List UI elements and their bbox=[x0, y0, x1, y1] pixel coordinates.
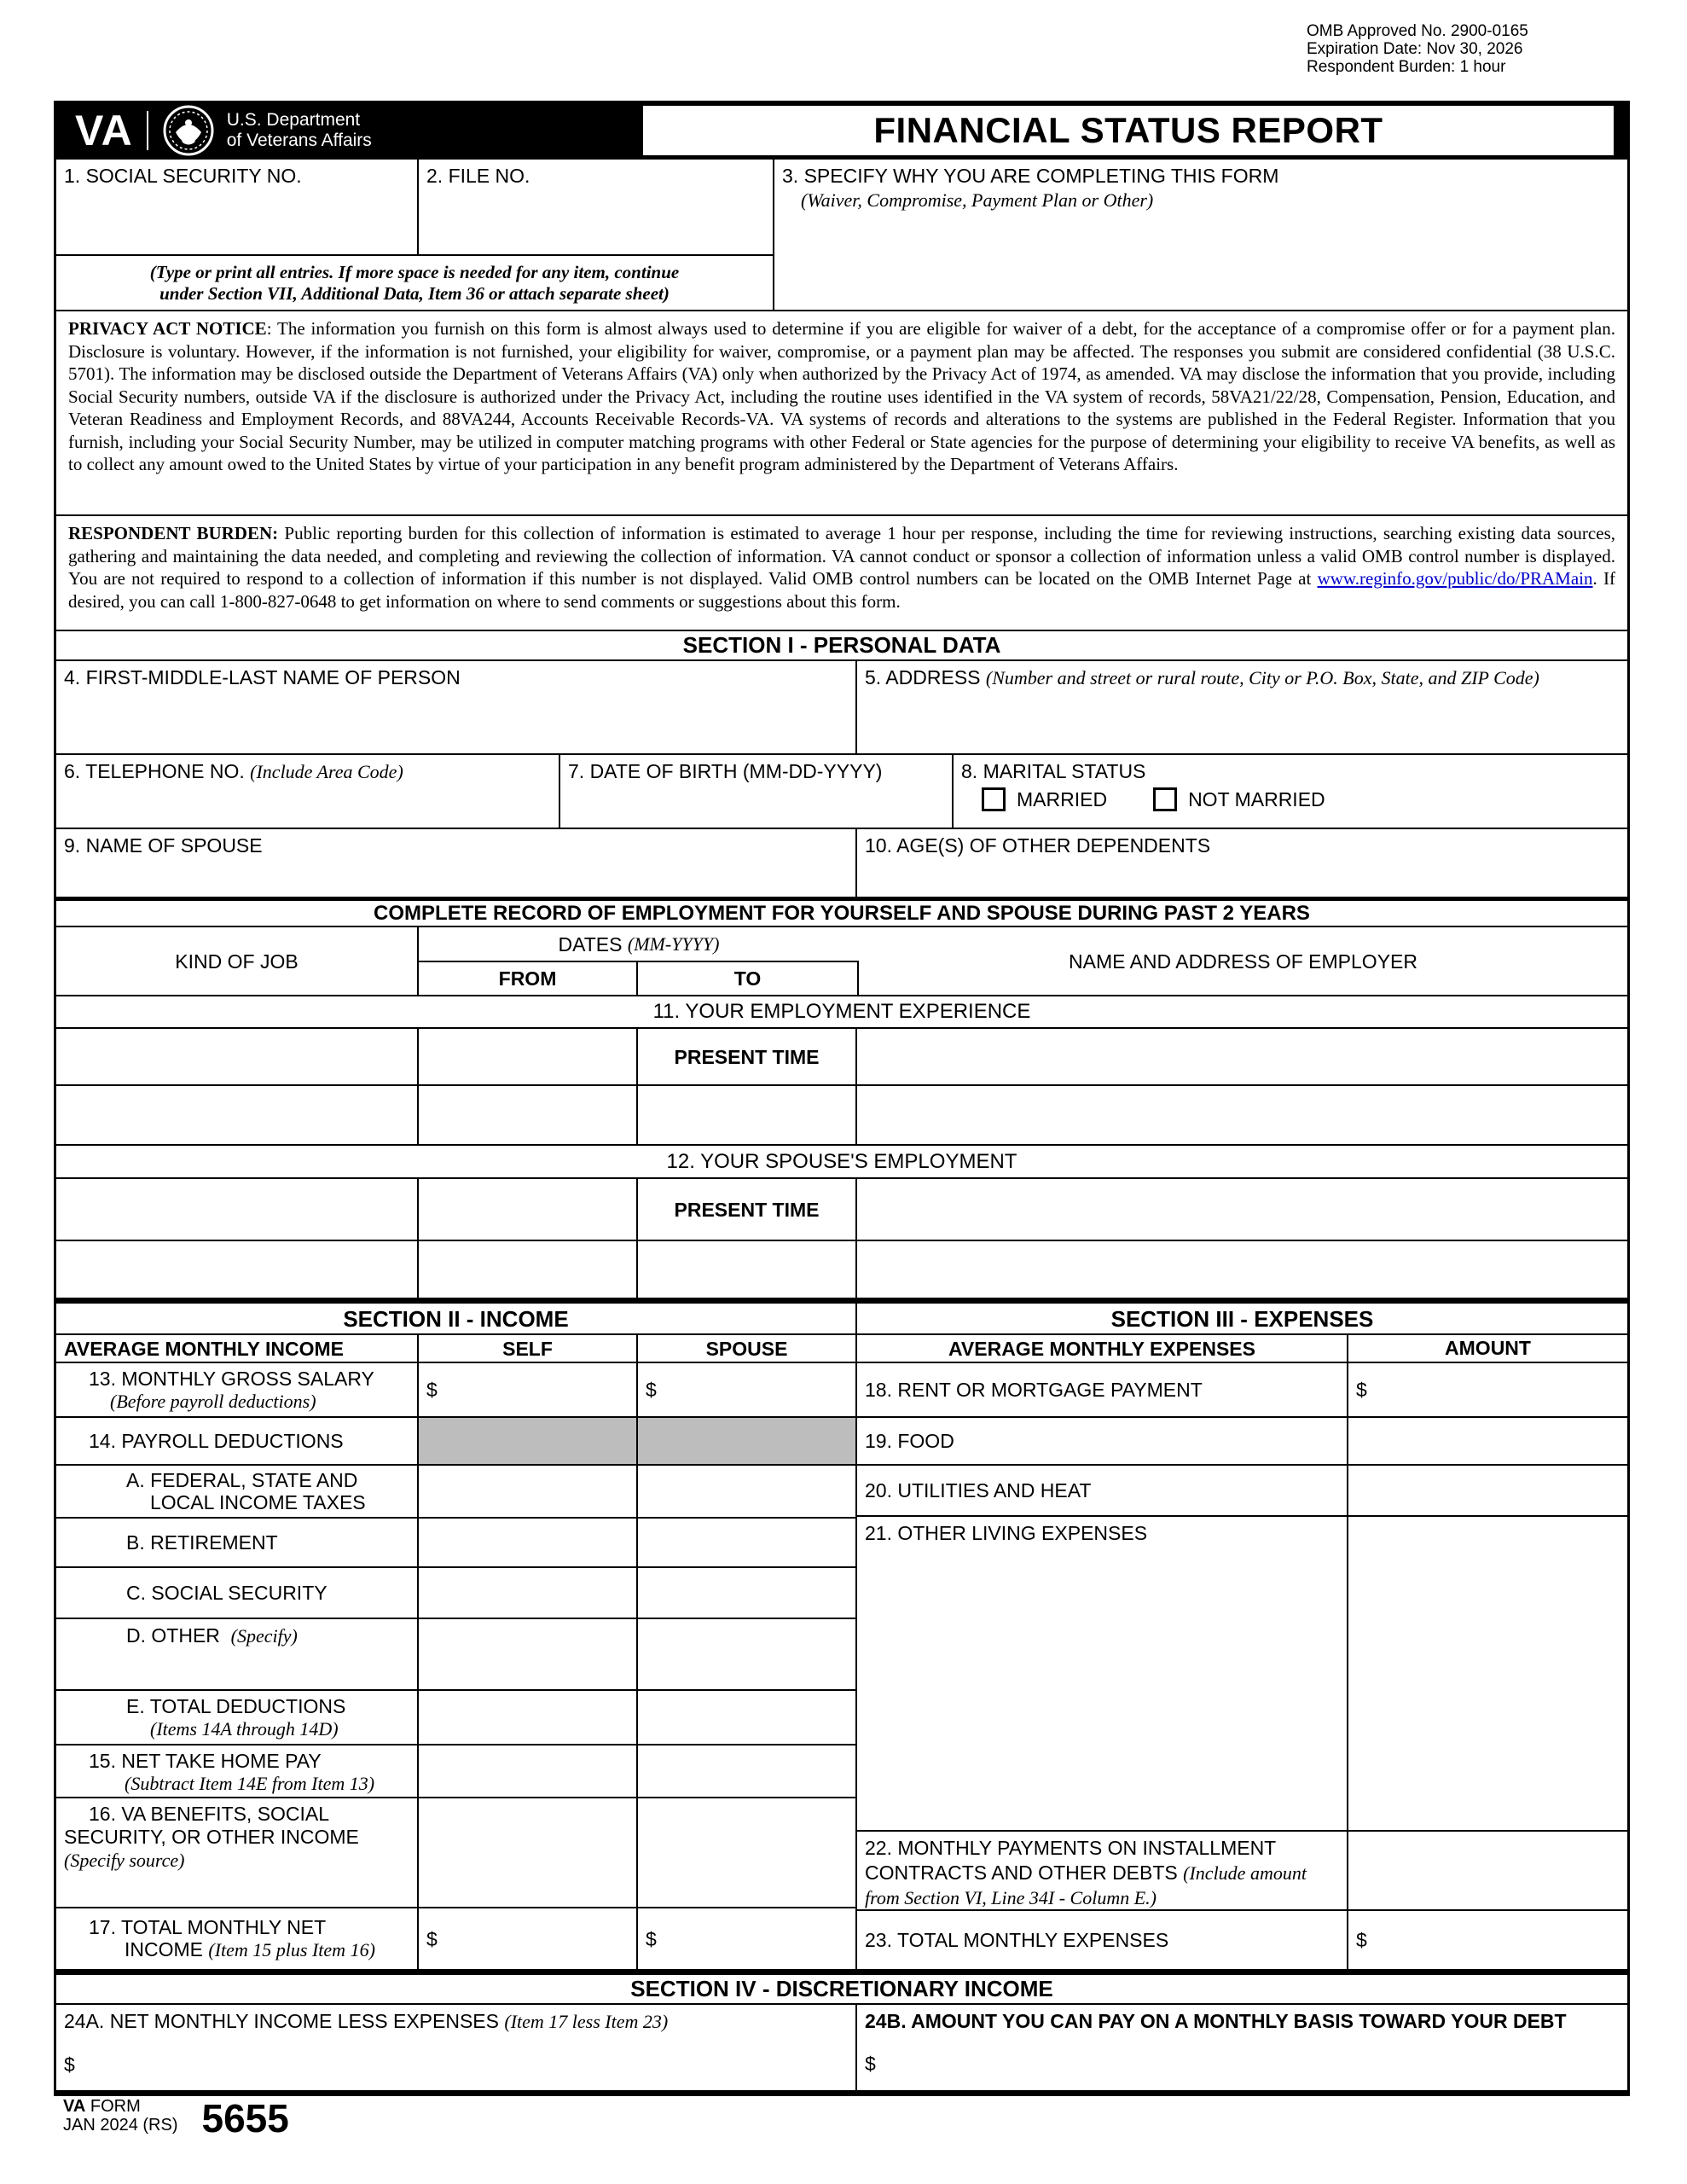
net-income-less-expenses-label: 24A. NET MONTHLY INCOME LESS EXPENSES bbox=[64, 2010, 505, 2032]
expense-18-label: 18. RENT OR MORTGAGE PAYMENT bbox=[857, 1363, 1348, 1418]
income-14a-spouse-field[interactable] bbox=[638, 1466, 857, 1519]
income-13-self-field[interactable]: $ bbox=[419, 1363, 638, 1418]
expense-21-amount-field[interactable] bbox=[1348, 1517, 1627, 1832]
dates-format-hint: (MM-YYYY) bbox=[627, 932, 720, 955]
income-14d-self-field[interactable] bbox=[419, 1619, 638, 1691]
dob-field[interactable] bbox=[560, 755, 954, 829]
spouse-from-2-field[interactable] bbox=[419, 1241, 638, 1299]
married-checkbox[interactable] bbox=[982, 787, 1006, 811]
income-14-spouse-shaded bbox=[638, 1418, 857, 1466]
type-or-print-note: (Type or print all entries. If more space is needed for any item, continue under Section VII, Additional Data, Item 36 or attach separate sheet) bbox=[56, 256, 774, 311]
your-employer-2-field[interactable] bbox=[857, 1086, 1627, 1146]
spouse-job-2-field[interactable] bbox=[56, 1241, 419, 1299]
section2-3-header-row bbox=[56, 1299, 1627, 1335]
section4-header: SECTION IV - DISCRETIONARY INCOME bbox=[56, 1971, 1627, 2005]
expense-19-label: 19. FOOD bbox=[857, 1418, 1348, 1466]
intro-left-column bbox=[56, 160, 774, 311]
section1-header: SECTION I - PERSONAL DATA bbox=[56, 631, 1627, 661]
expense-18-amount-field[interactable]: $ bbox=[1348, 1363, 1627, 1418]
income-16-self-field[interactable] bbox=[419, 1798, 638, 1908]
spouse-employment-band: 12. YOUR SPOUSE'S EMPLOYMENT bbox=[56, 1146, 1627, 1179]
your-from-2-field[interactable] bbox=[419, 1086, 638, 1146]
form-edition-date: JAN 2024 (RS) bbox=[63, 2116, 178, 2135]
your-to-1-present-time: PRESENT TIME bbox=[638, 1029, 857, 1086]
spouse-employment-row-2 bbox=[56, 1241, 1627, 1299]
kind-of-job-header: KIND OF JOB bbox=[56, 927, 419, 996]
form-id-block: VA FORM JAN 2024 (RS) bbox=[63, 2097, 178, 2135]
expenses-table bbox=[857, 1335, 1627, 1971]
income-14d-label: D. OTHER (Specify) bbox=[56, 1619, 419, 1691]
not-married-label: NOT MARRIED bbox=[1188, 788, 1325, 810]
dates-header: DATES (MM-YYYY) bbox=[419, 927, 859, 962]
spouse-employer-1-field[interactable] bbox=[857, 1179, 1627, 1241]
your-job-1-field[interactable] bbox=[56, 1029, 419, 1086]
va-logo: VA bbox=[75, 106, 133, 154]
dependents-ages-label: 10. AGE(S) OF OTHER DEPENDENTS bbox=[865, 834, 1211, 857]
monthly-payment-toward-debt-label: 24B. AMOUNT YOU CAN PAY ON A MONTHLY BASIS TOWARD YOUR DEBT bbox=[865, 2010, 1567, 2032]
spouse-name-label: 9. NAME OF SPOUSE bbox=[64, 834, 263, 857]
address-field[interactable] bbox=[857, 661, 1627, 755]
income-14b-label: B. RETIREMENT bbox=[56, 1519, 419, 1568]
form-footer bbox=[63, 2096, 289, 2140]
marital-status-label: 8. MARITAL STATUS bbox=[961, 760, 1146, 782]
privacy-act-notice bbox=[56, 311, 1627, 516]
telephone-hint: (Include Area Code) bbox=[250, 761, 403, 782]
income-14c-label: C. SOCIAL SECURITY bbox=[56, 1568, 419, 1619]
dob-label: 7. DATE OF BIRTH (MM-DD-YYYY) bbox=[568, 760, 883, 782]
income-15-spouse-field[interactable] bbox=[638, 1745, 857, 1798]
expenses-col-header: AVERAGE MONTHLY EXPENSES bbox=[857, 1335, 1348, 1363]
specify-reason-field[interactable] bbox=[774, 160, 1627, 311]
employment-table-header bbox=[56, 927, 1627, 996]
expense-20-label: 20. UTILITIES AND HEAT bbox=[857, 1466, 1348, 1517]
spouse-dependents-row bbox=[56, 829, 1627, 898]
respondent-burden-notice bbox=[56, 516, 1627, 631]
respondent-burden-title: RESPONDENT BURDEN: bbox=[68, 523, 279, 543]
phone-dob-marital-row bbox=[56, 755, 1627, 829]
address-hint: (Number and street or rural route, City or P.O. Box, State, and ZIP Code) bbox=[985, 667, 1539, 688]
omb-approval-block bbox=[1307, 22, 1528, 76]
income-14-label: 14. PAYROLL DEDUCTIONS bbox=[56, 1418, 419, 1466]
file-no-field[interactable] bbox=[419, 160, 774, 256]
income-14c-spouse-field[interactable] bbox=[638, 1568, 857, 1619]
specify-reason-label: 3. SPECIFY WHY YOU ARE COMPLETING THIS FORM bbox=[782, 165, 1279, 187]
income-17-self-field[interactable]: $ bbox=[419, 1908, 638, 1971]
department-name: U.S. Department of Veterans Affairs bbox=[226, 109, 372, 150]
spouse-col-header: SPOUSE bbox=[638, 1335, 857, 1363]
omb-burden: Respondent Burden: 1 hour bbox=[1307, 58, 1506, 76]
pra-main-link[interactable]: www.reginfo.gov/public/do/PRAMain bbox=[1317, 568, 1593, 589]
expense-23-amount-field[interactable]: $ bbox=[1348, 1911, 1627, 1971]
section3-header: SECTION III - EXPENSES bbox=[857, 1304, 1627, 1335]
income-table bbox=[56, 1335, 857, 1971]
income-16-label: 16. VA BENEFITS, SOCIAL SECURITY, OR OTHER INCOME (Specify source) bbox=[56, 1798, 419, 1908]
form-title-box bbox=[643, 106, 1614, 155]
intro-row bbox=[56, 160, 1627, 311]
spouse-name-field[interactable] bbox=[56, 829, 857, 898]
section2-header: SECTION II - INCOME bbox=[56, 1304, 857, 1335]
spouse-to-1-present-time: PRESENT TIME bbox=[638, 1179, 857, 1241]
income-14d-spouse-field[interactable] bbox=[638, 1619, 857, 1691]
net-income-less-expenses-field[interactable]: 24A. NET MONTHLY INCOME LESS EXPENSES (Item 17 less Item 23) $ bbox=[56, 2005, 857, 2090]
address-label: 5. ADDRESS bbox=[865, 666, 981, 688]
privacy-notice-title: PRIVACY ACT NOTICE bbox=[68, 318, 267, 339]
income-14e-spouse-field[interactable] bbox=[638, 1691, 857, 1745]
expense-23-label: 23. TOTAL MONTHLY EXPENSES bbox=[857, 1911, 1348, 1971]
respondent-burden-text: Public reporting burden for this collection of information is estimated to average 1 hour per response, including the time for reviewing instructions, searching existing data sources, gathering and maintaining the data needed, and completing and reviewing the collection of information. VA cannot conduct or sponsor a collection of information unless a valid OMB control number is displayed. You are not required to respond to a collection of information if this number is not displayed. Valid OMB control numbers can be located on the OMB Internet Page at bbox=[68, 523, 1615, 589]
your-job-2-field[interactable] bbox=[56, 1086, 419, 1146]
amount-col-header: AMOUNT bbox=[1348, 1335, 1627, 1363]
dependents-ages-field[interactable] bbox=[857, 829, 1627, 898]
income-col-header: AVERAGE MONTHLY INCOME bbox=[56, 1335, 419, 1363]
full-name-field[interactable] bbox=[56, 661, 857, 755]
spouse-employer-2-field[interactable] bbox=[857, 1241, 1627, 1299]
income-14c-self-field[interactable] bbox=[419, 1568, 638, 1619]
omb-expiration: Expiration Date: Nov 30, 2026 bbox=[1307, 40, 1523, 58]
spouse-employment-row-1 bbox=[56, 1179, 1627, 1241]
omb-number: OMB Approved No. 2900-0165 bbox=[1307, 22, 1528, 40]
employment-banner: COMPLETE RECORD OF EMPLOYMENT FOR YOURSELF AND SPOUSE DURING PAST 2 YEARS bbox=[56, 898, 1627, 927]
married-label: MARRIED bbox=[1017, 788, 1108, 810]
form-header-bar bbox=[56, 101, 1627, 160]
income-14e-label: E. TOTAL DEDUCTIONS (Items 14A through 14D) bbox=[56, 1691, 419, 1745]
ssn-field[interactable] bbox=[56, 160, 419, 256]
name-address-row bbox=[56, 661, 1627, 755]
to-header: TO bbox=[638, 962, 859, 996]
income-15-self-field[interactable] bbox=[419, 1745, 638, 1798]
income-14-self-shaded bbox=[419, 1418, 638, 1466]
your-employer-1-field[interactable] bbox=[857, 1029, 1627, 1086]
expense-19-amount-field[interactable] bbox=[1348, 1418, 1627, 1466]
your-employment-row-1 bbox=[56, 1029, 1627, 1086]
employer-header: NAME AND ADDRESS OF EMPLOYER bbox=[859, 927, 1627, 996]
telephone-field[interactable] bbox=[56, 755, 560, 829]
income-13-label: 13. MONTHLY GROSS SALARY (Before payroll deductions) bbox=[56, 1363, 419, 1418]
logo-divider bbox=[147, 111, 148, 150]
your-from-1-field[interactable] bbox=[419, 1029, 638, 1086]
income-17-spouse-field[interactable]: $ bbox=[638, 1908, 857, 1971]
expense-20-amount-field[interactable] bbox=[1348, 1466, 1627, 1517]
from-header: FROM bbox=[419, 962, 638, 996]
income-13-spouse-field[interactable]: $ bbox=[638, 1363, 857, 1418]
specify-reason-hint: (Waiver, Compromise, Payment Plan or Other) bbox=[801, 189, 1154, 211]
marital-status-field bbox=[954, 755, 1627, 829]
income-17-label: 17. TOTAL MONTHLY NET INCOME (Item 15 plus Item 16) bbox=[56, 1908, 419, 1971]
spouse-from-1-field[interactable] bbox=[419, 1179, 638, 1241]
discretionary-income-row bbox=[56, 2005, 1627, 2090]
income-14a-self-field[interactable] bbox=[419, 1466, 638, 1519]
form-number: 5655 bbox=[201, 2096, 289, 2140]
full-name-label: 4. FIRST-MIDDLE-LAST NAME OF PERSON bbox=[64, 666, 461, 688]
form-title: FINANCIAL STATUS REPORT bbox=[873, 110, 1383, 150]
self-col-header: SELF bbox=[419, 1335, 638, 1363]
financial-status-report-form bbox=[54, 101, 1630, 2096]
not-married-checkbox[interactable] bbox=[1153, 787, 1177, 811]
income-15-label: 15. NET TAKE HOME PAY (Subtract Item 14E from Item 13) bbox=[56, 1745, 419, 1798]
your-employment-row-2 bbox=[56, 1086, 1627, 1146]
marital-status-options bbox=[982, 787, 1620, 811]
income-14a-label: A. FEDERAL, STATE AND LOCAL INCOME TAXES bbox=[56, 1466, 419, 1519]
spouse-job-1-field[interactable] bbox=[56, 1179, 419, 1241]
your-employment-band: 11. YOUR EMPLOYMENT EXPERIENCE bbox=[56, 996, 1627, 1029]
spouse-to-2-field[interactable] bbox=[638, 1241, 857, 1299]
net-income-less-expenses-hint: (Item 17 less Item 23) bbox=[504, 2011, 669, 2032]
income-expenses-tables bbox=[56, 1335, 1627, 1971]
expense-22-amount-field[interactable] bbox=[1348, 1832, 1627, 1911]
telephone-label: 6. TELEPHONE NO. bbox=[64, 760, 245, 782]
expense-22-label: 22. MONTHLY PAYMENTS ON INSTALLMENT CONTRACTS AND OTHER DEBTS (Include amount from Section VI, Line 34I - Column E.) bbox=[857, 1832, 1348, 1911]
income-14b-spouse-field[interactable] bbox=[638, 1519, 857, 1568]
income-14e-self-field[interactable] bbox=[419, 1691, 638, 1745]
ssn-label: 1. SOCIAL SECURITY NO. bbox=[64, 165, 302, 187]
income-14b-self-field[interactable] bbox=[419, 1519, 638, 1568]
respondent-burden-text-2: . If desired, you can call 1-800-827-0648 to get information on where to send comments or suggestions about this form. bbox=[68, 568, 1615, 612]
va-seal-icon bbox=[162, 104, 215, 157]
your-to-2-field[interactable] bbox=[638, 1086, 857, 1146]
monthly-payment-toward-debt-field[interactable]: 24B. AMOUNT YOU CAN PAY ON A MONTHLY BASIS TOWARD YOUR DEBT $ bbox=[865, 2010, 1567, 2075]
income-16-spouse-field[interactable] bbox=[638, 1798, 857, 1908]
expense-21-label: 21. OTHER LIVING EXPENSES bbox=[857, 1517, 1348, 1832]
dates-header-group bbox=[419, 927, 859, 996]
file-no-label: 2. FILE NO. bbox=[426, 165, 530, 187]
privacy-notice-text: : The information you furnish on this form is almost always used to determine if you are eligible for waiver of a debt, for the acceptance of a compromise offer or for a payment plan. Disclosure is voluntary. However, if the information is not furnished, your eligibility for waiver, compromise, or a payment plan may be affected. The responses you submit are considered confidential (38 U.S.C. 5701). The information may be disclosed outside the Department of Veterans Affairs (VA) only when authorized by the Privacy Act of 1974, as amended. VA may disclose the information that you provide, including Social Security numbers, outside VA if the disclosure is authorized under the Privacy Act, including the routine uses identified in the VA system of records, 58VA21/22/28, Compensation, Pension, Education, and Veteran Readiness and Employment Records, and 88VA244, Accounts Receivable Records-VA. VA systems of records and alterations to the systems are published in the Federal Register. Information that you furnish, including your Social Security Number, may be utilized in computer matching programs with other Federal or State agencies for the purpose of determining your eligibility to receive VA benefits, as well as to collect any amount owed to the United States by virtue of your participation in any benefit program administered by the Department of Veterans Affairs. bbox=[68, 318, 1615, 474]
